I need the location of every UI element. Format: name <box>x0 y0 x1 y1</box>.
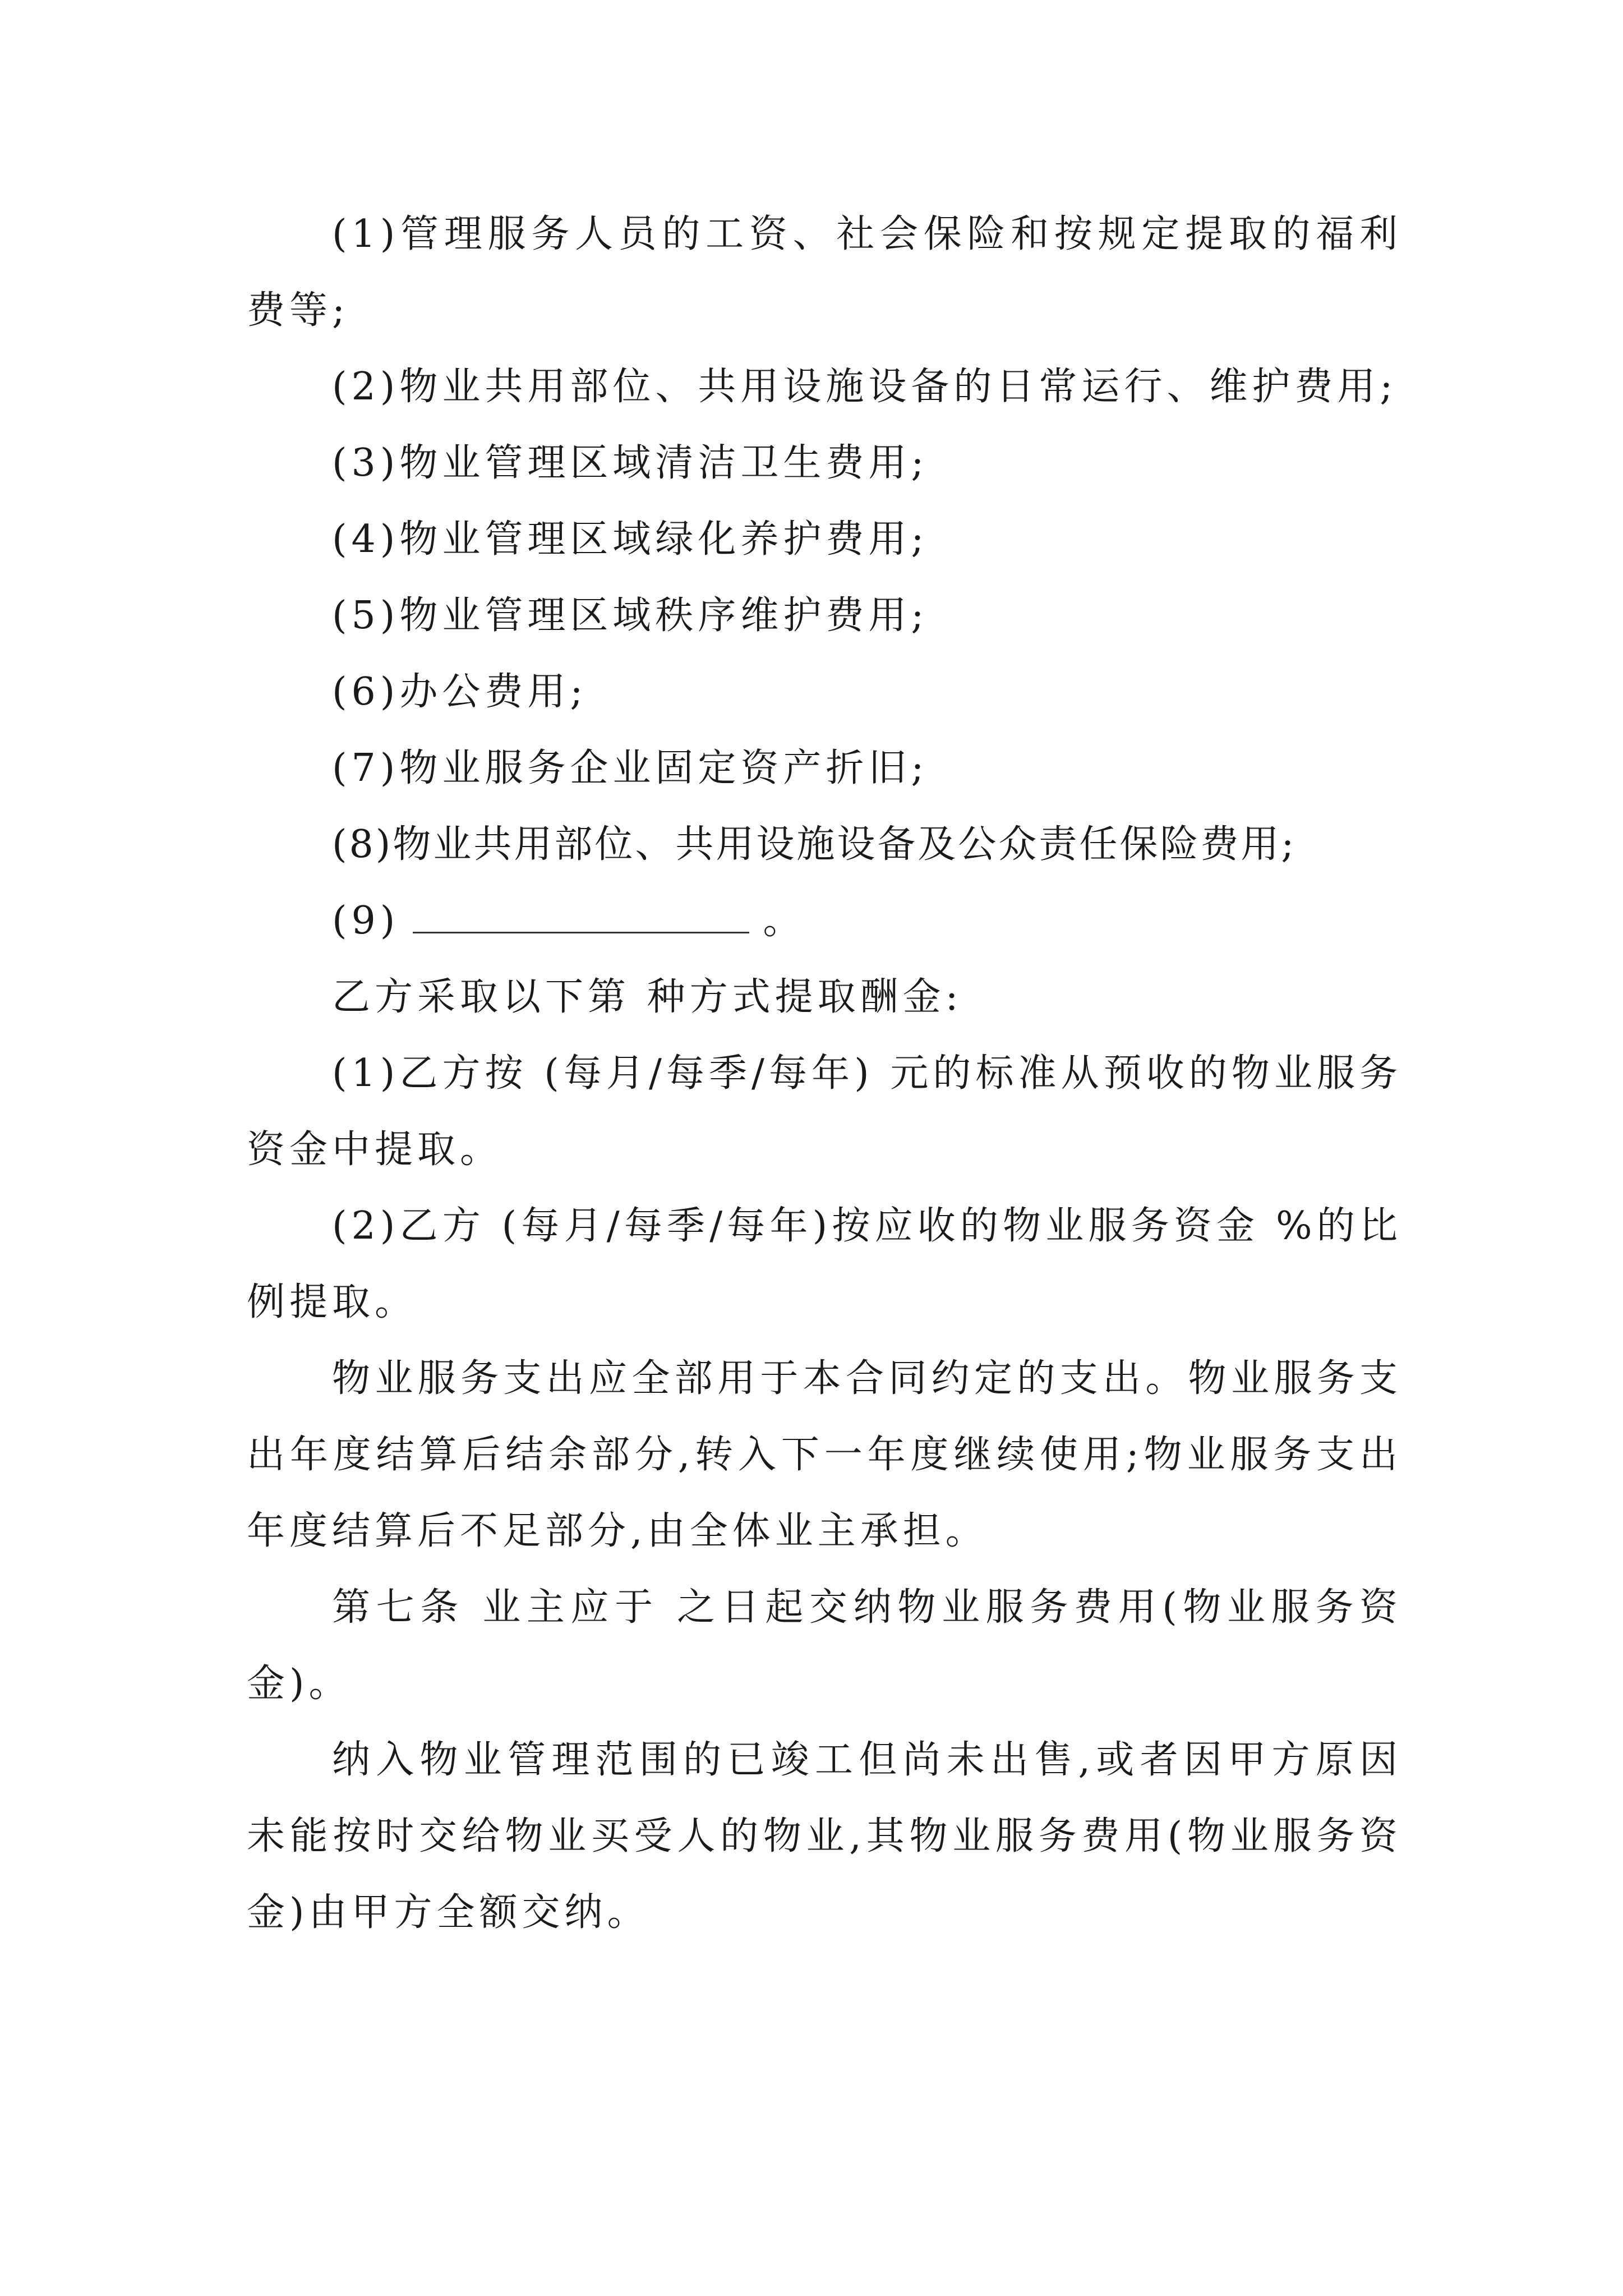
paragraph-item-2: (2)物业共用部位、共用设施设备的日常运行、维护费用; <box>332 365 1398 409</box>
paragraph-unsold-property: 纳入物业管理范围的已竣工但尚未出售,或者因甲方原因未能按时交给物业买受人的物业,其物业服务费用(物业服务资金)由甲方全额交纳。 <box>247 1738 1402 1935</box>
paragraph-item-1: (1)管理服务人员的工资、社会保险和按规定提取的福利费等; <box>247 212 1402 333</box>
item9-label: (9) <box>332 899 400 943</box>
paragraph-item-4: (4)物业管理区域绿化养护费用; <box>332 517 929 562</box>
paragraph-item-6: (6)办公费用; <box>332 670 588 714</box>
paragraph-commission-option-1: (1)乙方按 (每月/每季/每年) 元的标准从预收的物业服务资金中提取。 <box>247 1051 1402 1172</box>
paragraph-item-7: (7)物业服务企业固定资产折旧; <box>332 746 929 790</box>
item9-end: 。 <box>763 899 806 943</box>
paragraph-commission-option-2: (2)乙方 (每月/每季/每年)按应收的物业服务资金 %的比例提取。 <box>247 1204 1402 1324</box>
paragraph-item-5: (5)物业管理区域秩序维护费用; <box>332 593 929 638</box>
document-body <box>247 196 1402 1951</box>
paragraph-commission-method: 乙方采取以下第 种方式提取酬金: <box>332 975 963 1019</box>
paragraph-article-7: 第七条 业主应于 之日起交纳物业服务费用(物业服务资金)。 <box>247 1585 1402 1706</box>
paragraph-item-3: (3)物业管理区域清洁卫生费用; <box>332 441 929 485</box>
paragraph-item-8: (8)物业共用部位、共用设施设备及公众责任保险费用; <box>332 822 1297 867</box>
paragraph-expenditure: 物业服务支出应全部用于本合同约定的支出。物业服务支出年度结算后结余部分,转入下一年度继续使用;物业服务支出年度结算后不足部分,由全体业主承担。 <box>247 1356 1402 1553</box>
fill-in-blank-line <box>413 932 749 933</box>
paragraph-item-9 <box>247 883 1402 959</box>
